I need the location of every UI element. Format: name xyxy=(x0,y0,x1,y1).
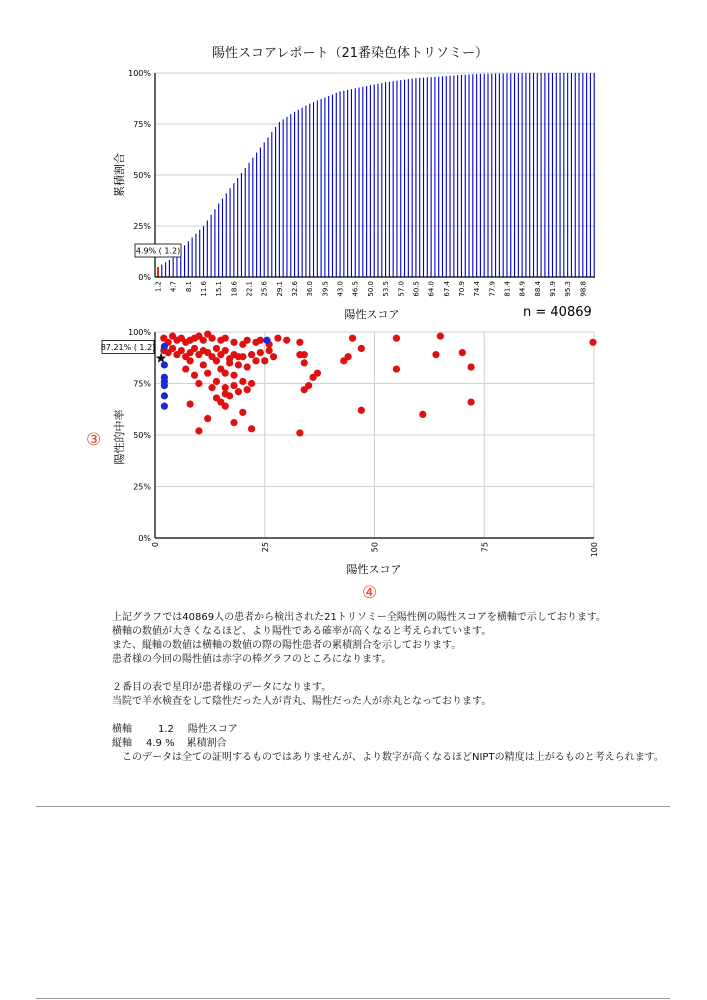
positive-point xyxy=(230,372,237,379)
negative-point xyxy=(161,343,168,350)
x-axis-summary: 横軸 1.2 陽性スコア xyxy=(112,724,238,735)
x-tick-label: 50.0 xyxy=(366,281,375,297)
x-tick-label: 1.2 xyxy=(154,281,163,293)
divider xyxy=(36,806,670,807)
note-line: 患者様の今回の陽性値は赤字の棒グラフのところになります。 xyxy=(112,654,392,665)
positive-point xyxy=(248,425,255,432)
negative-point xyxy=(161,392,168,399)
positive-point xyxy=(222,347,229,354)
x-tick-label: 4.7 xyxy=(169,281,178,293)
positive-point xyxy=(419,411,426,418)
negative-point xyxy=(161,403,168,410)
x-tick-label: 15.1 xyxy=(215,281,224,297)
negative-point xyxy=(161,382,168,389)
positive-point xyxy=(459,349,466,356)
x-tick-label: 64.0 xyxy=(427,281,436,297)
positive-point xyxy=(393,365,400,372)
x-tick-label: 53.5 xyxy=(382,281,391,297)
positive-point xyxy=(301,359,308,366)
x-tick-label: 84.9 xyxy=(518,281,527,297)
x-tick-label: 36.0 xyxy=(306,281,315,297)
x-tick-label: 32.6 xyxy=(291,281,300,297)
x-tick-label: 0 xyxy=(151,542,160,548)
positive-point xyxy=(257,349,264,356)
x-tick-label: 43.0 xyxy=(336,281,345,297)
annotation-circle-4: ④ xyxy=(362,583,378,603)
positive-point xyxy=(393,335,400,342)
y-axis-summary: 縦軸 4.9 % 累積割合 xyxy=(112,738,227,749)
x-tick-label: 8.1 xyxy=(184,281,193,293)
positive-point xyxy=(301,386,308,393)
positive-point xyxy=(182,365,189,372)
patient-label: 87.21% ( 1.2) xyxy=(100,342,156,352)
positive-point xyxy=(187,401,194,408)
positive-point xyxy=(178,347,185,354)
positive-point xyxy=(345,353,352,360)
positive-point xyxy=(222,370,229,377)
patient-star-icon xyxy=(156,353,166,363)
positive-point xyxy=(191,372,198,379)
positive-point xyxy=(239,378,246,385)
y-tick-label: 25% xyxy=(133,482,151,492)
positive-point xyxy=(589,339,596,346)
positive-point xyxy=(230,339,237,346)
x-tick-label: 50 xyxy=(370,542,380,553)
positive-point xyxy=(239,409,246,416)
positive-point xyxy=(432,351,439,358)
note-line: 横軸の数値が大きくなるほど、より陽性である確率が高くなると考えられています。 xyxy=(112,626,492,637)
positive-point xyxy=(208,335,215,342)
x-tick-label: 29.1 xyxy=(275,281,284,297)
positive-point xyxy=(213,378,220,385)
positive-point xyxy=(222,403,229,410)
positive-point xyxy=(283,337,290,344)
note-line: このデータは全ての証明するものではありませんが、より数字が高くなるほどNIPTの精度は上がるものと考えられます。 xyxy=(122,752,664,763)
y-tick-label: 75% xyxy=(133,120,151,129)
positive-point xyxy=(226,392,233,399)
positive-point xyxy=(235,388,242,395)
positive-point xyxy=(358,345,365,352)
x-tick-label: 100 xyxy=(590,542,599,558)
chart-title: 陽性スコアレポート（21番染色体トリソミー） xyxy=(211,46,489,61)
x-tick-label: 81.4 xyxy=(503,281,512,297)
positive-point xyxy=(270,353,277,360)
y-tick-label: 50% xyxy=(133,431,151,440)
x-tick-label: 77.9 xyxy=(488,281,497,297)
cumulative-bar-chart xyxy=(0,0,707,330)
y-axis-label: 陽性的中率 xyxy=(113,409,126,465)
x-axis-label: 陽性スコア xyxy=(346,563,402,576)
positive-point xyxy=(296,429,303,436)
positive-point xyxy=(301,351,308,358)
positive-point xyxy=(200,361,207,368)
positive-point xyxy=(195,380,202,387)
positive-point xyxy=(467,398,474,405)
x-tick-label: 67.4 xyxy=(442,281,451,297)
x-tick-label: 22.1 xyxy=(245,281,254,297)
positive-point xyxy=(235,361,242,368)
x-tick-label: 11.6 xyxy=(200,281,209,297)
y-tick-label: 100% xyxy=(128,328,151,337)
positive-point xyxy=(230,382,237,389)
x-tick-label: 95.3 xyxy=(564,281,573,297)
x-tick-label: 91.9 xyxy=(548,281,557,297)
positive-point xyxy=(222,384,229,391)
x-tick-label: 60.5 xyxy=(412,281,421,297)
positive-point xyxy=(252,357,259,364)
positive-point xyxy=(248,351,255,358)
y-axis-label: 累積割合 xyxy=(113,153,126,197)
negative-point xyxy=(161,361,168,368)
positive-point xyxy=(213,345,220,352)
x-tick-label: 88.4 xyxy=(533,281,542,297)
positive-point xyxy=(230,419,237,426)
positive-point xyxy=(213,357,220,364)
annotation-circle-3: ③ xyxy=(86,430,102,450)
x-tick-label: 46.5 xyxy=(351,281,360,297)
y-tick-label: 50% xyxy=(133,171,151,180)
x-tick-label: 74.4 xyxy=(473,281,482,297)
positive-point xyxy=(191,345,198,352)
positive-predictive-scatter xyxy=(0,325,707,585)
y-tick-label: 0% xyxy=(138,273,151,282)
y-tick-label: 75% xyxy=(133,379,151,389)
positive-point xyxy=(239,353,246,360)
x-tick-label: 57.0 xyxy=(397,281,406,297)
y-tick-label: 0% xyxy=(138,534,151,543)
explanation-notes xyxy=(90,611,680,765)
x-tick-label: 18.6 xyxy=(230,281,239,297)
positive-point xyxy=(349,335,356,342)
sample-size-label: n = 40869 xyxy=(523,305,592,320)
positive-point xyxy=(274,335,281,342)
positive-point xyxy=(266,347,273,354)
note-line: また、縦軸の数値は横軸の数値の際の陽性患者の累積割合を示しております。 xyxy=(112,640,462,651)
x-tick-label: 75 xyxy=(480,542,490,553)
positive-point xyxy=(226,359,233,366)
positive-point xyxy=(248,380,255,387)
positive-point xyxy=(204,370,211,377)
x-tick-label: 70.9 xyxy=(457,281,466,297)
positive-point xyxy=(244,386,251,393)
positive-point xyxy=(314,370,321,377)
positive-point xyxy=(467,363,474,370)
y-tick-label: 25% xyxy=(133,222,151,231)
x-tick-label: 98.8 xyxy=(579,281,588,297)
x-tick-label: 39.5 xyxy=(321,281,330,297)
positive-point xyxy=(244,337,251,344)
highlight-label: 4.9% ( 1.2) xyxy=(135,246,181,256)
y-tick-label: 100% xyxy=(128,69,151,78)
positive-point xyxy=(261,357,268,364)
x-axis-label: 陽性スコア xyxy=(344,308,400,321)
x-tick-label: 25.6 xyxy=(260,281,269,297)
positive-point xyxy=(222,335,229,342)
divider xyxy=(36,998,670,999)
positive-point xyxy=(187,357,194,364)
positive-point xyxy=(437,333,444,340)
note-line: 当院で羊水検査をして陰性だった人が青丸、陽性だった人が赤丸となっております。 xyxy=(112,696,492,707)
negative-point xyxy=(263,337,270,344)
note-line: 上記グラフでは40869人の患者から検出された21トリソミー全陽性例の陽性スコアを横軸で示しております。 xyxy=(112,612,607,623)
positive-point xyxy=(204,415,211,422)
note-line: ２番目の表で星印が患者様のデータになります。 xyxy=(112,682,332,693)
positive-point xyxy=(358,407,365,414)
positive-point xyxy=(257,337,264,344)
positive-point xyxy=(195,427,202,434)
positive-point xyxy=(296,339,303,346)
positive-point xyxy=(169,345,176,352)
positive-point xyxy=(200,337,207,344)
positive-point xyxy=(244,363,251,370)
positive-point xyxy=(208,384,215,391)
x-tick-label: 25 xyxy=(260,542,270,553)
